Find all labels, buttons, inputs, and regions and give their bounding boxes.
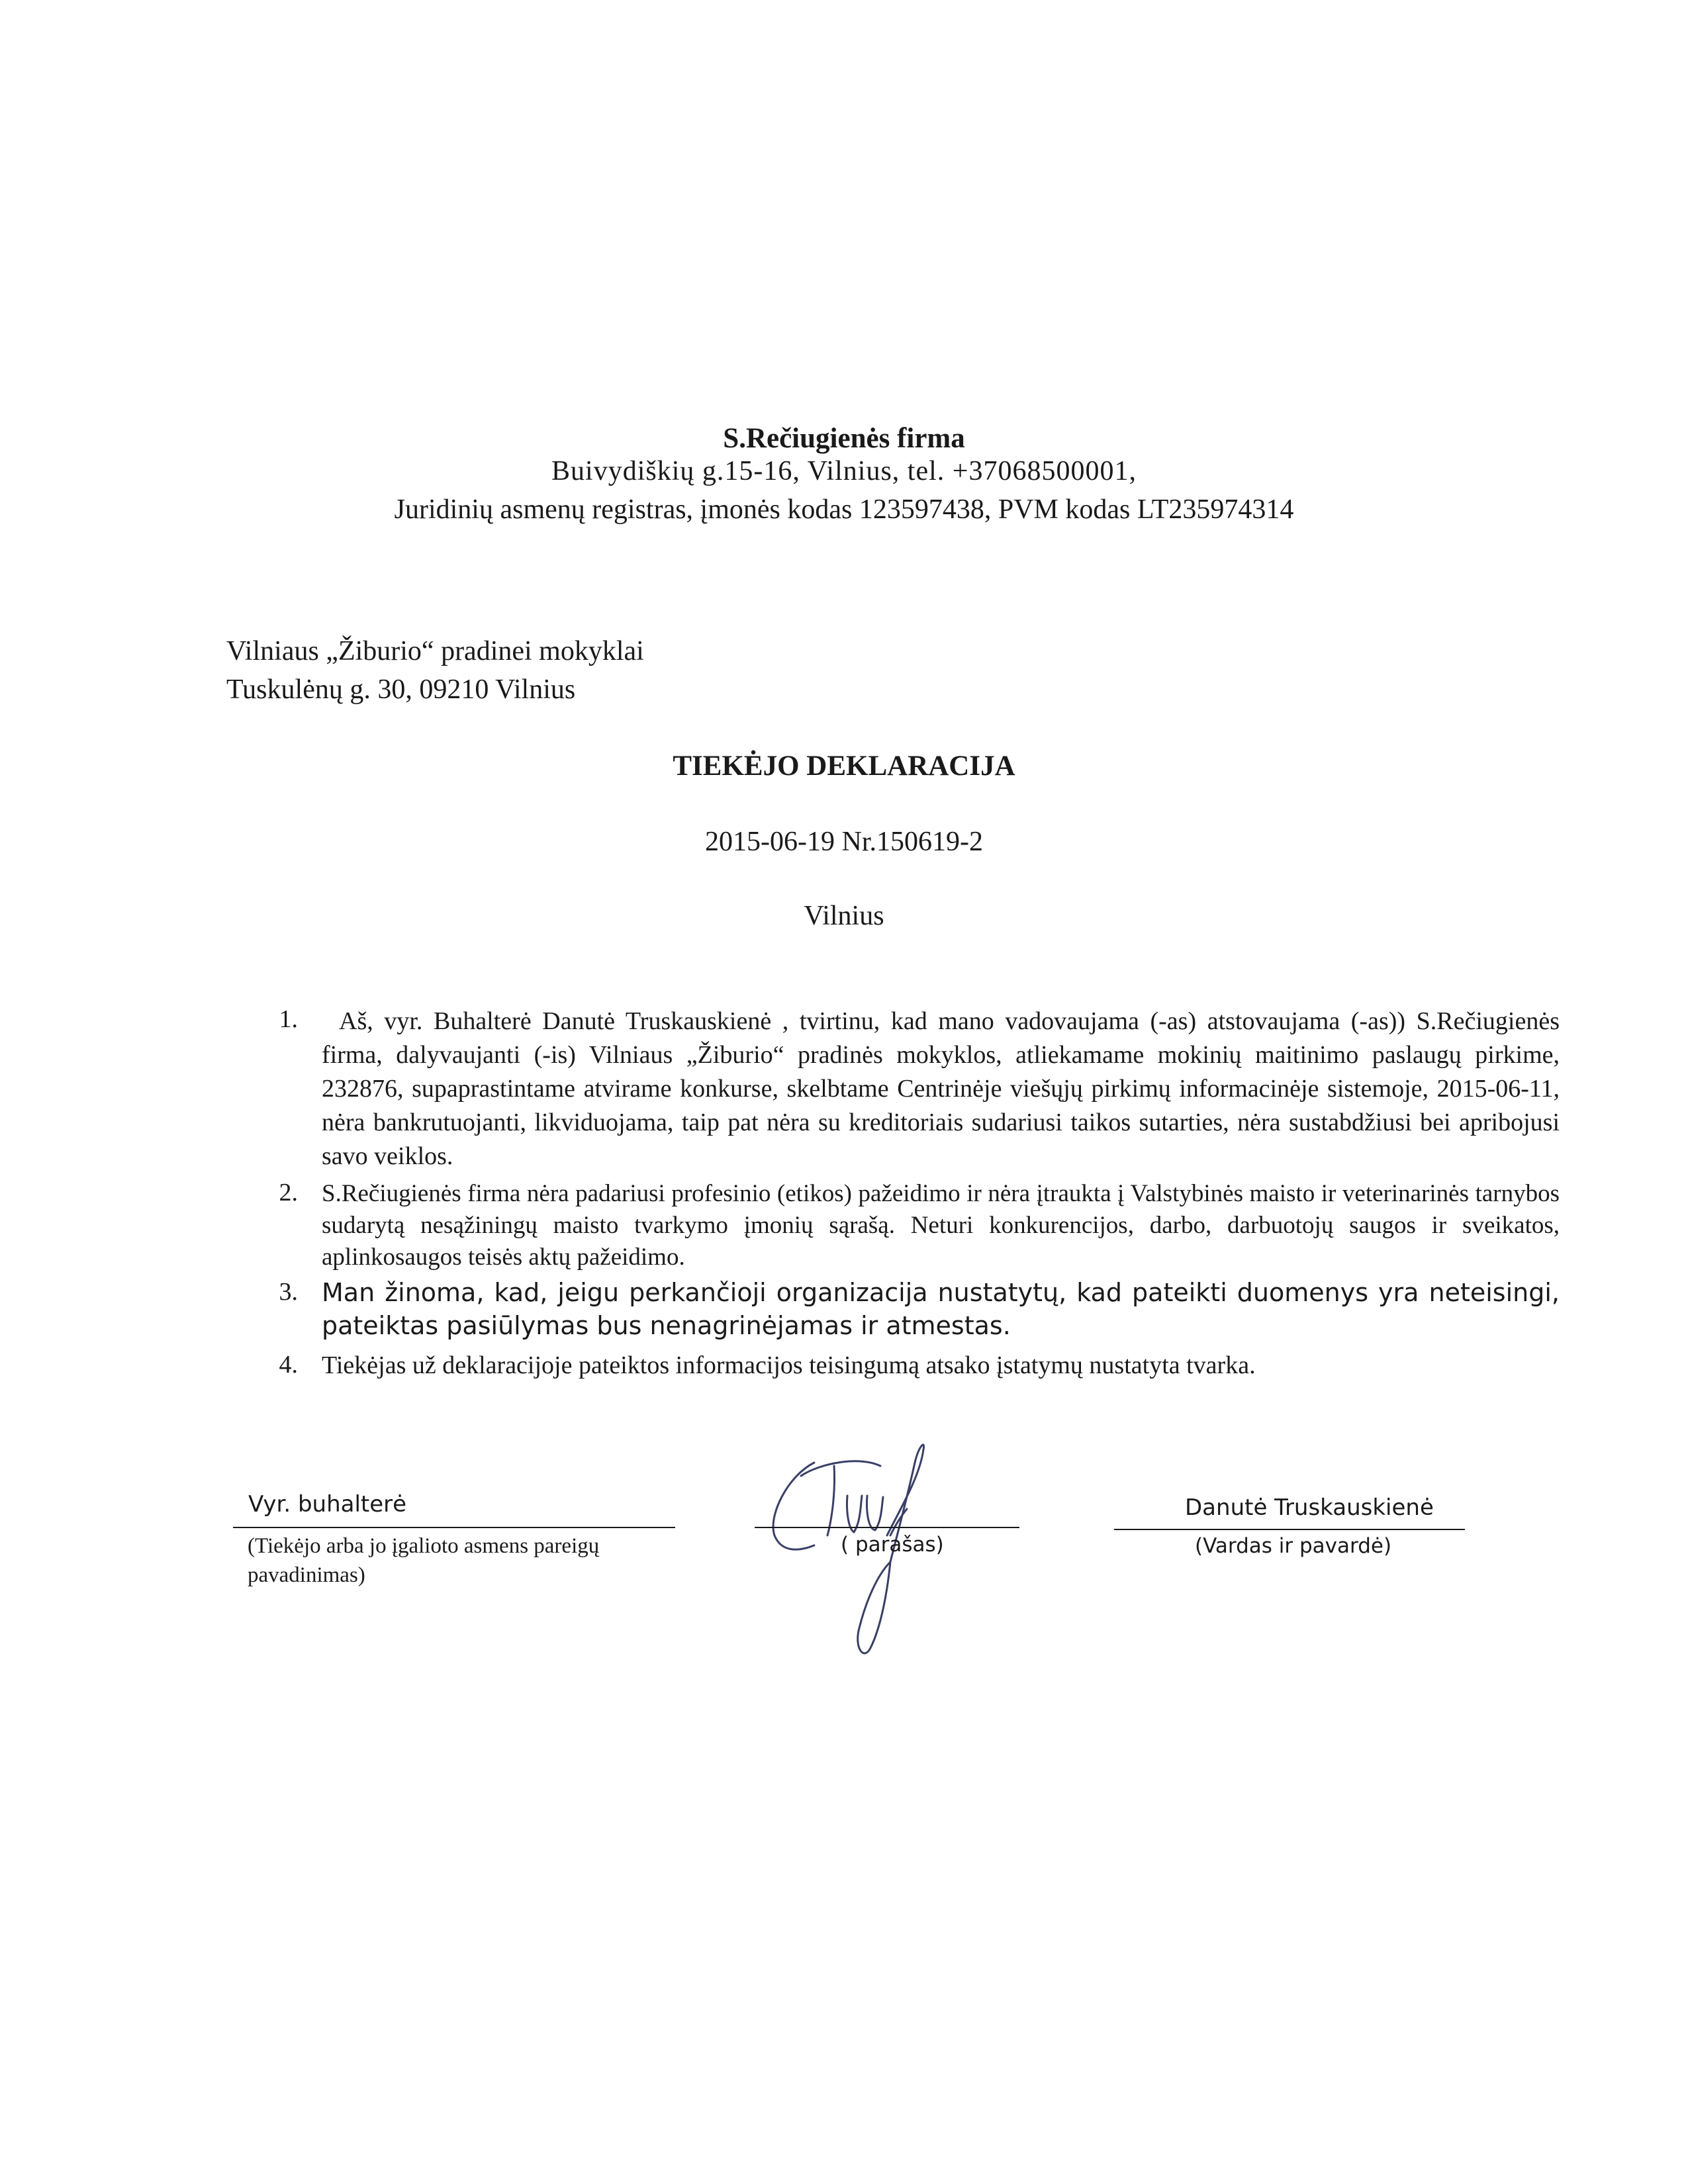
signer-full-name: Danutė Truskauskienė (1185, 1494, 1434, 1521)
position-line (233, 1527, 675, 1528)
signer-position: Vyr. buhalterė (248, 1491, 407, 1518)
position-caption: (Tiekėjo arba jo įgalioto asmens pareigų pavadinimas) (248, 1534, 600, 1587)
declaration-item-text: S.Rečiugienės firma nėra padariusi profesinio (etikos) pažeidimo ir nėra įtraukta į Valstybinės maisto ir veterinarinės tarnybos sudarytą nesąžiningų maisto tvarkymo įmonių sąrašą. Neturi konkurencijos, darbo, darbuotojų saugos ir sveikatos, aplinkosaugos teisės aktų pažeidimo. (322, 1180, 1560, 1271)
item-number: 1. (279, 1005, 298, 1033)
document-place: Vilnius (804, 901, 884, 931)
company-name: S.Rečiugienės firma (723, 423, 965, 454)
declaration-item-text: Man žinoma, kad, jeigu perkančioji organizacija nustatytų, kad pateikti duomenys yra neteisingi, pateiktas pasiūlymas bus nenagrinėjamas ir atmestas. (322, 1278, 1560, 1340)
item-number: 4. (279, 1351, 298, 1379)
declaration-item-text: Aš, vyr. Buhalterė Danutė Truskauskienė , tvirtinu, kad mano vadovaujama (-as) atstovaujama (-as)) S.Rečiugienės firma, dalyvaujanti (-is) Vilniaus „Žiburio“ pradinės mokyklos, atliekamame mokinių maitinimo paslaugų pirkime, 232876, supaprastintame atvirame konkurse, skelbtame Centrinėje viešųjų pirkimų informacinėje sistemoje, 2015-06-11, nėra bankrutuojanti, likviduojama, taip pat nėra su kreditoriais sudariusi taikos sutarties, nėra sustabdžiusi bei apribojusi savo veiklos. (322, 1007, 1560, 1170)
item-number: 3. (279, 1278, 298, 1306)
document-date-number: 2015-06-19 Nr.150619-2 (705, 827, 983, 857)
declaration-item-text: Tiekėjas už deklaracijoje pateiktos informacijos teisingumą atsako įstatymų nustatyta tvarka. (322, 1351, 1256, 1379)
item-number: 2. (279, 1179, 298, 1206)
signature-caption: ( parašas) (841, 1533, 944, 1557)
recipient-address: Tuskulėnų g. 30, 09210 Vilnius (226, 674, 576, 705)
company-registry: Juridinių asmenų registras, įmonės kodas 123597438, PVM kodas LT235974314 (394, 494, 1294, 525)
company-address: Buivydiškių g.15-16, Vilnius, tel. +37068500001, (551, 456, 1137, 486)
signature-line (755, 1527, 1019, 1528)
recipient-name: Vilniaus „Žiburio“ pradinei mokyklai (226, 636, 644, 666)
name-caption: (Vardas ir pavardė) (1195, 1534, 1392, 1558)
name-line (1114, 1529, 1465, 1530)
document-title: TIEKĖJO DEKLARACIJA (673, 751, 1015, 782)
